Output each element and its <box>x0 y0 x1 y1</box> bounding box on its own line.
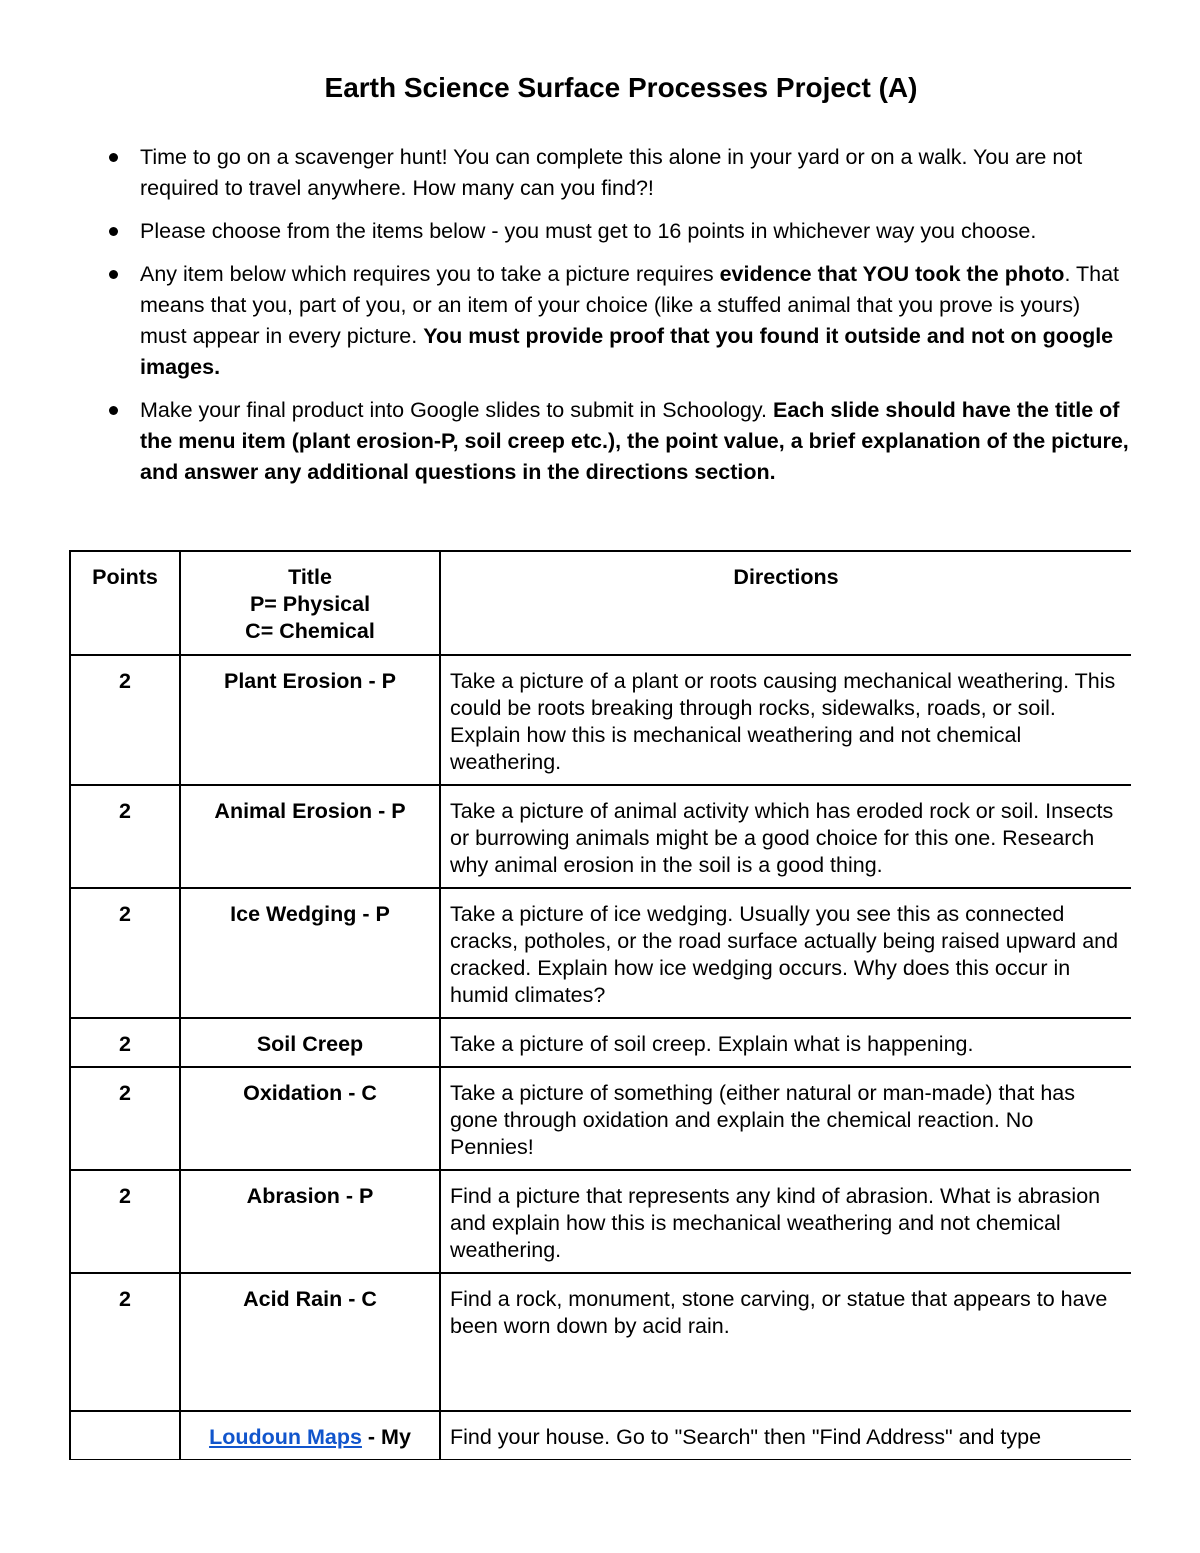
bullet-dot-icon <box>109 153 118 162</box>
table-row <box>70 1170 1131 1273</box>
table-header-row <box>70 551 1131 655</box>
bullet-dot-icon <box>109 227 118 236</box>
row-directions: Find a rock, monument, stone carving, or statue that appears to have been worn down by acid rain. <box>440 1273 1131 1411</box>
bullet-bold-text: You must provide proof that you found it outside and not on google images. <box>140 324 1114 379</box>
table-body <box>70 655 1131 1460</box>
header-title-physical: P= Physical <box>249 592 371 616</box>
bullet-text: Any item below which requires you to take a picture requires <box>140 262 720 286</box>
bullet-dot-icon <box>109 406 118 415</box>
bullet-bold-text: Each slide should have the title of the menu item (plant erosion-P, soil creep etc.), the point value, a brief explanation of the picture, and answer any additional questions in the directions section. <box>140 398 1129 484</box>
row-title: Plant Erosion - P <box>180 655 440 785</box>
row-points: 2 <box>70 888 180 1018</box>
row-points: 2 <box>70 785 180 888</box>
table-row <box>70 1018 1131 1067</box>
row-directions: Take a picture of animal activity which has eroded rock or soil. Insects or burrowing animals might be a good choice for this one. Research why animal erosion in the soil is a good thing. <box>440 785 1131 888</box>
row-title: Ice Wedging - P <box>180 888 440 1018</box>
row-title: Oxidation - C <box>180 1067 440 1170</box>
bullet-text: Time to go on a scavenger hunt! You can complete this alone in your yard or on a walk. You are not required to travel anywhere. How many can you find?! <box>140 145 1083 200</box>
row-directions: Take a picture of soil creep. Explain what is happening. <box>440 1018 1131 1067</box>
row-title: Abrasion - P <box>180 1170 440 1273</box>
table-row <box>70 1273 1131 1411</box>
bullet-dot-icon <box>109 270 118 279</box>
bullet-bold-text: evidence that YOU took the photo <box>719 262 1065 286</box>
bullet-text: Please choose from the items below - you must get to 16 points in whichever way you choose. <box>140 219 1037 243</box>
project-menu-table <box>69 550 1131 1460</box>
instructions-list <box>140 142 1130 500</box>
last-row-points <box>70 1411 180 1460</box>
row-title: Soil Creep <box>180 1018 440 1067</box>
bullet-text: . That means that you, part of you, or an item of your choice (like a stuffed animal that you prove is yours) must appear in every picture. <box>140 262 1120 348</box>
row-title: Animal Erosion - P <box>180 785 440 888</box>
header-title <box>180 551 440 655</box>
project-menu-table-wrapper <box>69 550 1131 1460</box>
header-title-chemical: C= Chemical <box>245 619 375 643</box>
instruction-bullet <box>140 395 1130 488</box>
table-row-last <box>70 1411 1131 1460</box>
bullet-text: Make your final product into Google slides to submit in Schoology. <box>140 398 773 422</box>
last-row-title <box>180 1411 440 1460</box>
header-title-line: Title <box>288 565 332 589</box>
header-points: Points <box>70 551 180 655</box>
row-title: Acid Rain - C <box>180 1273 440 1411</box>
instruction-bullet <box>140 142 1130 204</box>
instruction-bullet <box>140 216 1130 247</box>
row-directions: Take a picture of something (either natural or man-made) that has gone through oxidation and explain the chemical reaction. No Pennies! <box>440 1067 1131 1170</box>
row-directions: Take a picture of a plant or roots causing mechanical weathering. This could be roots breaking through rocks, sidewalks, roads, or soil. Explain how this is mechanical weathering and not chemical weathering. <box>440 655 1131 785</box>
row-points: 2 <box>70 655 180 785</box>
row-points: 2 <box>70 1273 180 1411</box>
last-row-directions: Find your house. Go to "Search" then "Find Address" and type <box>440 1411 1131 1460</box>
table-row <box>70 1067 1131 1170</box>
loudoun-maps-link[interactable]: Loudoun Maps <box>209 1425 362 1449</box>
row-directions: Find a picture that represents any kind of abrasion. What is abrasion and explain how this is mechanical weathering and not chemical weathering. <box>440 1170 1131 1273</box>
row-points: 2 <box>70 1170 180 1273</box>
table-row <box>70 785 1131 888</box>
row-points: 2 <box>70 1018 180 1067</box>
page-title: Earth Science Surface Processes Project (A) <box>324 72 918 103</box>
row-points: 2 <box>70 1067 180 1170</box>
table-row <box>70 888 1131 1018</box>
row-directions: Take a picture of ice wedging. Usually you see this as connected cracks, potholes, or the road surface actually being raised upward and cracked. Explain how ice wedging occurs. Why does this occur in humid climates? <box>440 888 1131 1018</box>
table-row <box>70 655 1131 785</box>
header-directions: Directions <box>440 551 1131 655</box>
instruction-bullet <box>140 259 1130 383</box>
last-row-title-rest: - My <box>361 1425 411 1449</box>
